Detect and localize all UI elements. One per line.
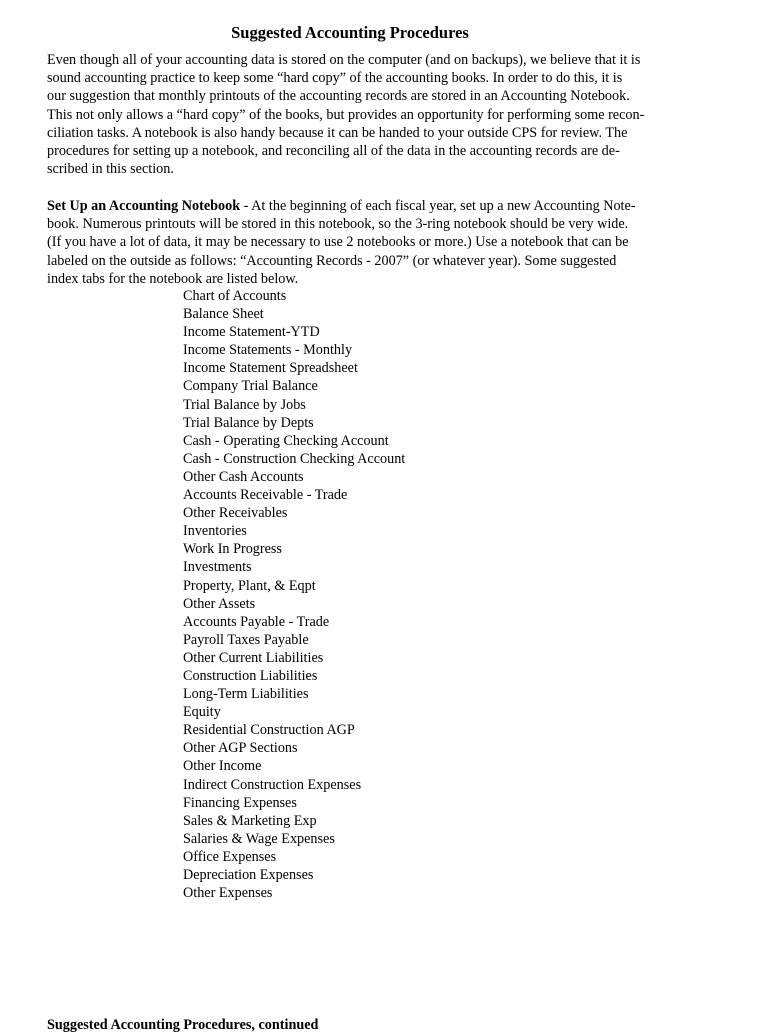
intro-line: ciliation tasks. A notebook is also handy because it can be handed to your outside CPS for review. The <box>47 124 628 141</box>
setup-line: (If you have a lot of data, it may be necessary to use 2 notebooks or more.) Use a notebook that can be <box>47 234 629 251</box>
index-tab-item: Indirect Construction Expenses <box>183 776 362 793</box>
index-tab-item: Other Receivables <box>183 505 288 522</box>
index-tab-item: Accounts Receivable - Trade <box>183 487 348 504</box>
index-tab-item: Property, Plant, & Eqpt <box>183 577 316 594</box>
intro-line: sound accounting practice to keep some “hard copy” of the accounting books. In order to do this, it is <box>47 70 623 87</box>
index-tab-item: Income Statement Spreadsheet <box>183 360 358 377</box>
setup-notebook-paragraph <box>47 197 697 288</box>
index-tab-item: Sales & Marketing Exp <box>183 812 317 829</box>
setup-line: index tabs for the notebook are listed below. <box>47 270 299 287</box>
index-tab-item: Chart of Accounts <box>183 288 287 304</box>
index-tab-item: Residential Construction AGP <box>183 722 355 739</box>
index-tab-item: Investments <box>183 559 252 576</box>
intro-line: procedures for setting up a notebook, and reconciling all of the data in the accounting records are de- <box>47 143 620 160</box>
index-tab-item: Other AGP Sections <box>183 740 298 757</box>
index-tab-item: Salaries & Wage Expenses <box>183 830 335 847</box>
intro-paragraph <box>47 51 697 178</box>
setup-line: labeled on the outside as follows: “Accounting Records - 2007” (or whatever year). Some suggested <box>47 252 617 269</box>
intro-line: This not only allows a “hard copy” of the books, but provides an opportunity for performing some recon- <box>47 106 645 123</box>
index-tab-item: Cash - Operating Checking Account <box>183 432 389 449</box>
index-tab-item: Depreciation Expenses <box>183 867 314 883</box>
index-tab-item: Payroll Taxes Payable <box>183 631 309 648</box>
index-tab-item: Equity <box>183 704 221 721</box>
intro-line: our suggestion that monthly printouts of the accounting records are stored in an Accounting Notebook. <box>47 88 630 105</box>
index-tab-item: Company Trial Balance <box>183 378 318 395</box>
index-tab-item: Construction Liabilities <box>183 667 318 684</box>
index-tab-item: Work In Progress <box>183 541 282 558</box>
index-tab-item: Balance Sheet <box>183 306 264 323</box>
index-tab-item: Long-Term Liabilities <box>183 686 309 703</box>
index-tab-list <box>183 287 405 902</box>
index-tab-item: Accounts Payable - Trade <box>183 613 330 630</box>
setup-line-rest: - At the beginning of each fiscal year, set up a new Accounting Note- <box>240 198 636 214</box>
setup-first-line <box>47 197 697 215</box>
index-tab-item: Income Statements - Monthly <box>183 342 353 359</box>
index-tab-item: Inventories <box>183 523 247 540</box>
index-tab-item: Income Statement-YTD <box>183 324 320 341</box>
page-title: Suggested Accounting Procedures <box>231 23 469 42</box>
intro-line: Even though all of your accounting data is stored on the computer (and on backups), we believe that it is <box>47 52 641 68</box>
index-tab-item: Other Expenses <box>183 885 273 902</box>
index-tab-item: Other Cash Accounts <box>183 468 304 485</box>
index-tab-item: Financing Expenses <box>183 794 297 811</box>
index-tab-item: Other Current Liabilities <box>183 649 324 666</box>
index-tab-item: Other Assets <box>183 595 256 612</box>
continued-footer: Suggested Accounting Procedures, continued <box>47 1017 319 1033</box>
index-tab-item: Cash - Construction Checking Account <box>183 450 406 467</box>
index-tab-item: Trial Balance by Depts <box>183 414 314 431</box>
setup-heading: Set Up an Accounting Notebook <box>47 198 241 214</box>
index-tab-item: Other Income <box>183 758 262 775</box>
index-tab-item: Office Expenses <box>183 848 277 865</box>
setup-line: book. Numerous printouts will be stored in this notebook, so the 3-ring notebook should be very wide. <box>47 216 629 233</box>
intro-line: scribed in this section. <box>47 161 174 178</box>
index-tab-item: Trial Balance by Jobs <box>183 396 306 413</box>
